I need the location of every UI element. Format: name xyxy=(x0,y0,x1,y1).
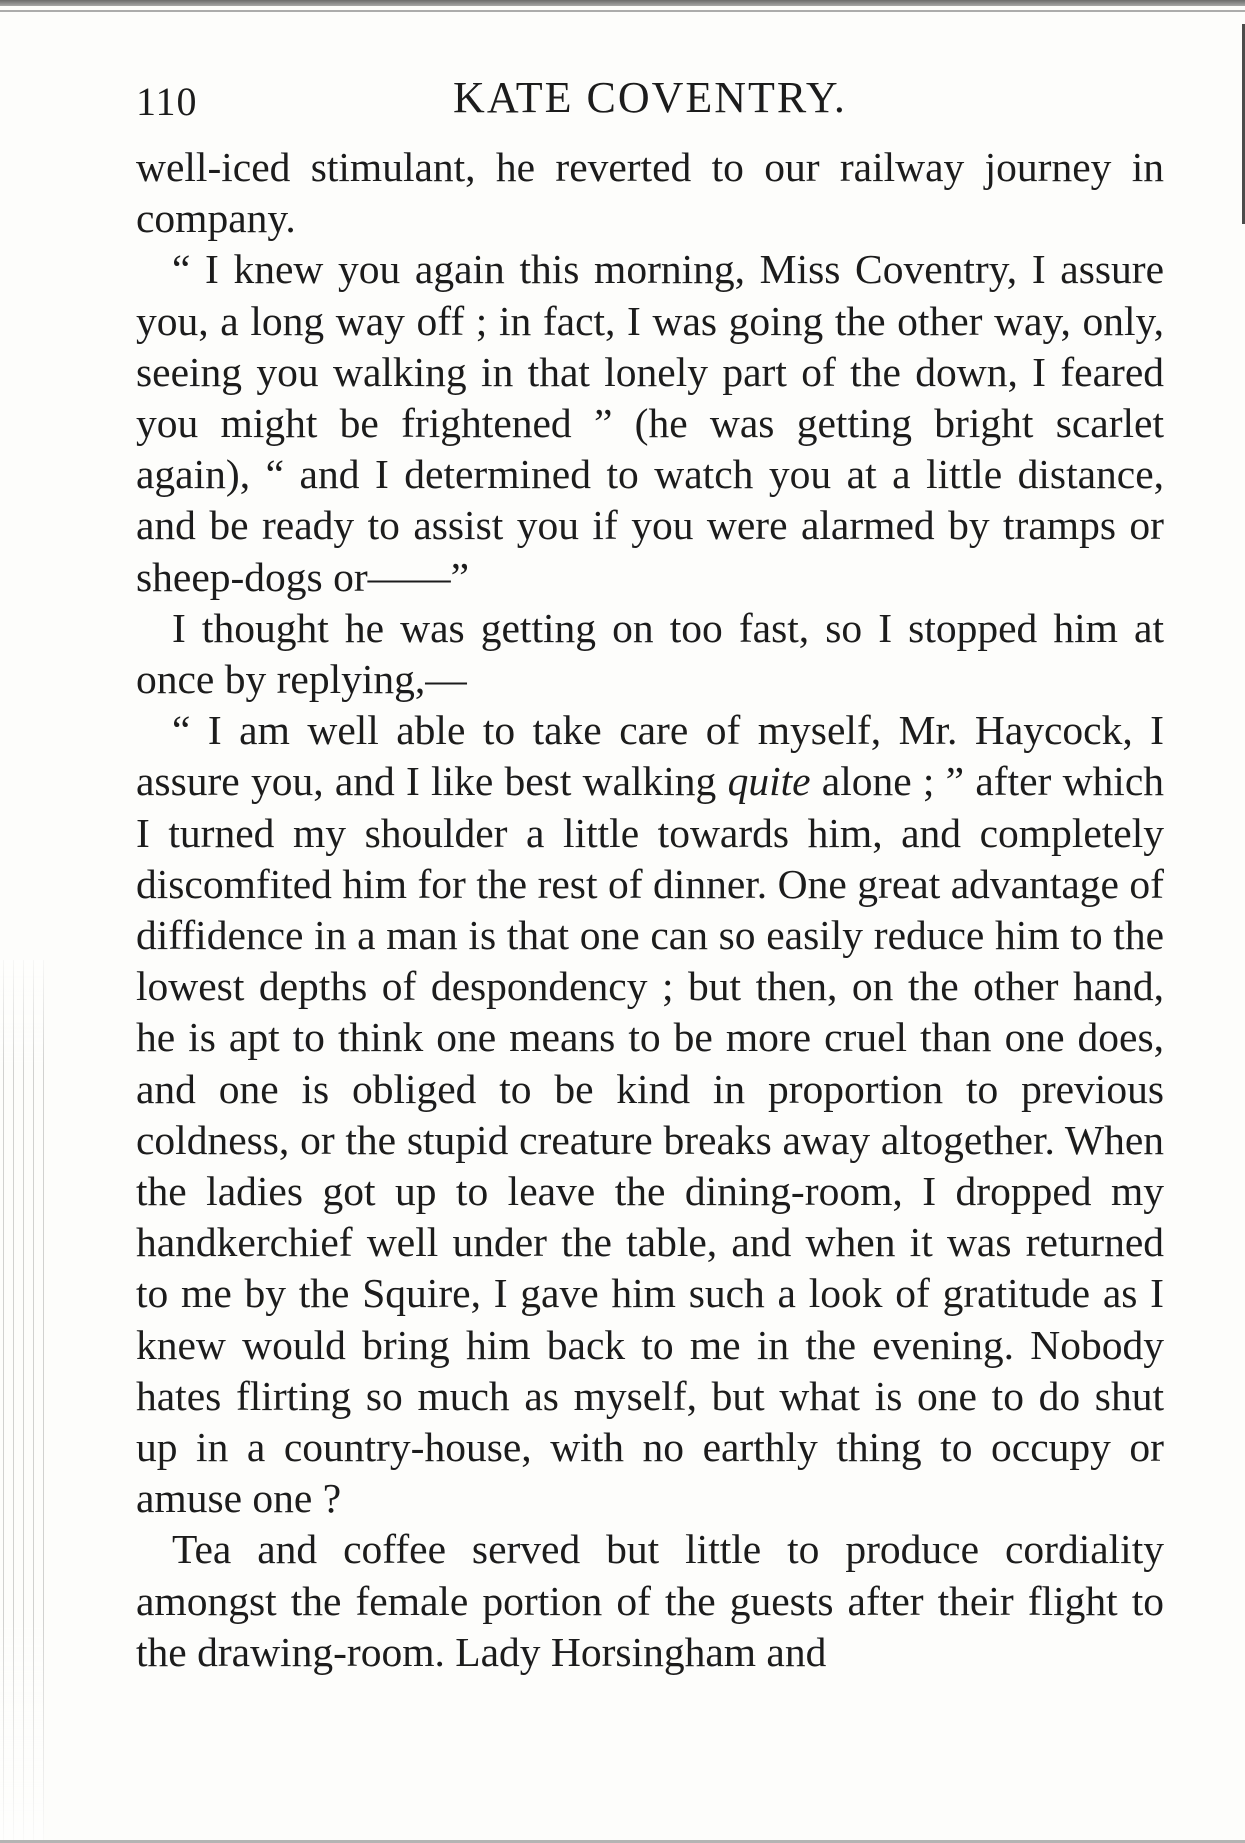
paragraph-1: well-iced stimulant, he reverted to our railway journey in company. xyxy=(136,144,1164,242)
running-head: KATE COVENTRY. xyxy=(453,73,847,122)
body-text xyxy=(136,142,1164,1678)
top-border-thin-rule xyxy=(0,10,1245,12)
page-header xyxy=(130,66,1170,136)
paragraph-4-emphasis: quite xyxy=(727,758,811,805)
top-border-rule xyxy=(0,0,1245,6)
paragraph-5: Tea and coffee served but little to produce cordiality amongst the female portion of the guests after their flight to the drawing-room. Lady Horsingham and xyxy=(136,1526,1164,1675)
paragraph-4-part-b: alone ; ” after which I turned my shoulder a little towards him, and completely discomfited him for the rest of dinner. One great advantage of diffidence in a man is that one can so easily reduce him to the lowest depths of despondency ; but then, on the other hand, he is apt to think one means to be more cruel than one does, and one is obliged to be kind in proportion to previous coldness, or the stupid creature breaks away altogether. When the ladies got up to leave the dining-room, I dropped my handkerchief well under the table, and when it was returned to me by the Squire, I gave him such a look of gratitude as I knew would bring him back to me in the evening. Nobody hates flirting so much as myself, but what is one to do shut up in a country-house, with no earthly thing to occupy or amuse one ? xyxy=(136,758,1165,1522)
binding-edge-marks xyxy=(0,960,44,1840)
paragraph-4 xyxy=(136,705,1164,1524)
paragraph-2: “ I knew you again this morning, Miss Coventry, I assure you, a long way off ; in fact, I was going the other way, only, seeing you walking in that lonely part of the down, I feared you might be frightened ” (he was getting bright scarlet again), “ and I determined to watch you at a little distance, and be ready to assist you if you were alarmed by tramps or sheep-dogs or——” xyxy=(136,246,1164,600)
paragraph-3: I thought he was getting on too fast, so I stopped him at once by replying,— xyxy=(136,604,1164,703)
page-number: 110 xyxy=(136,79,198,124)
paragraph-4-part-a: “ I am well able to take care of myself, Mr. Haycock, I assure you, and I like best walking xyxy=(136,707,1164,805)
